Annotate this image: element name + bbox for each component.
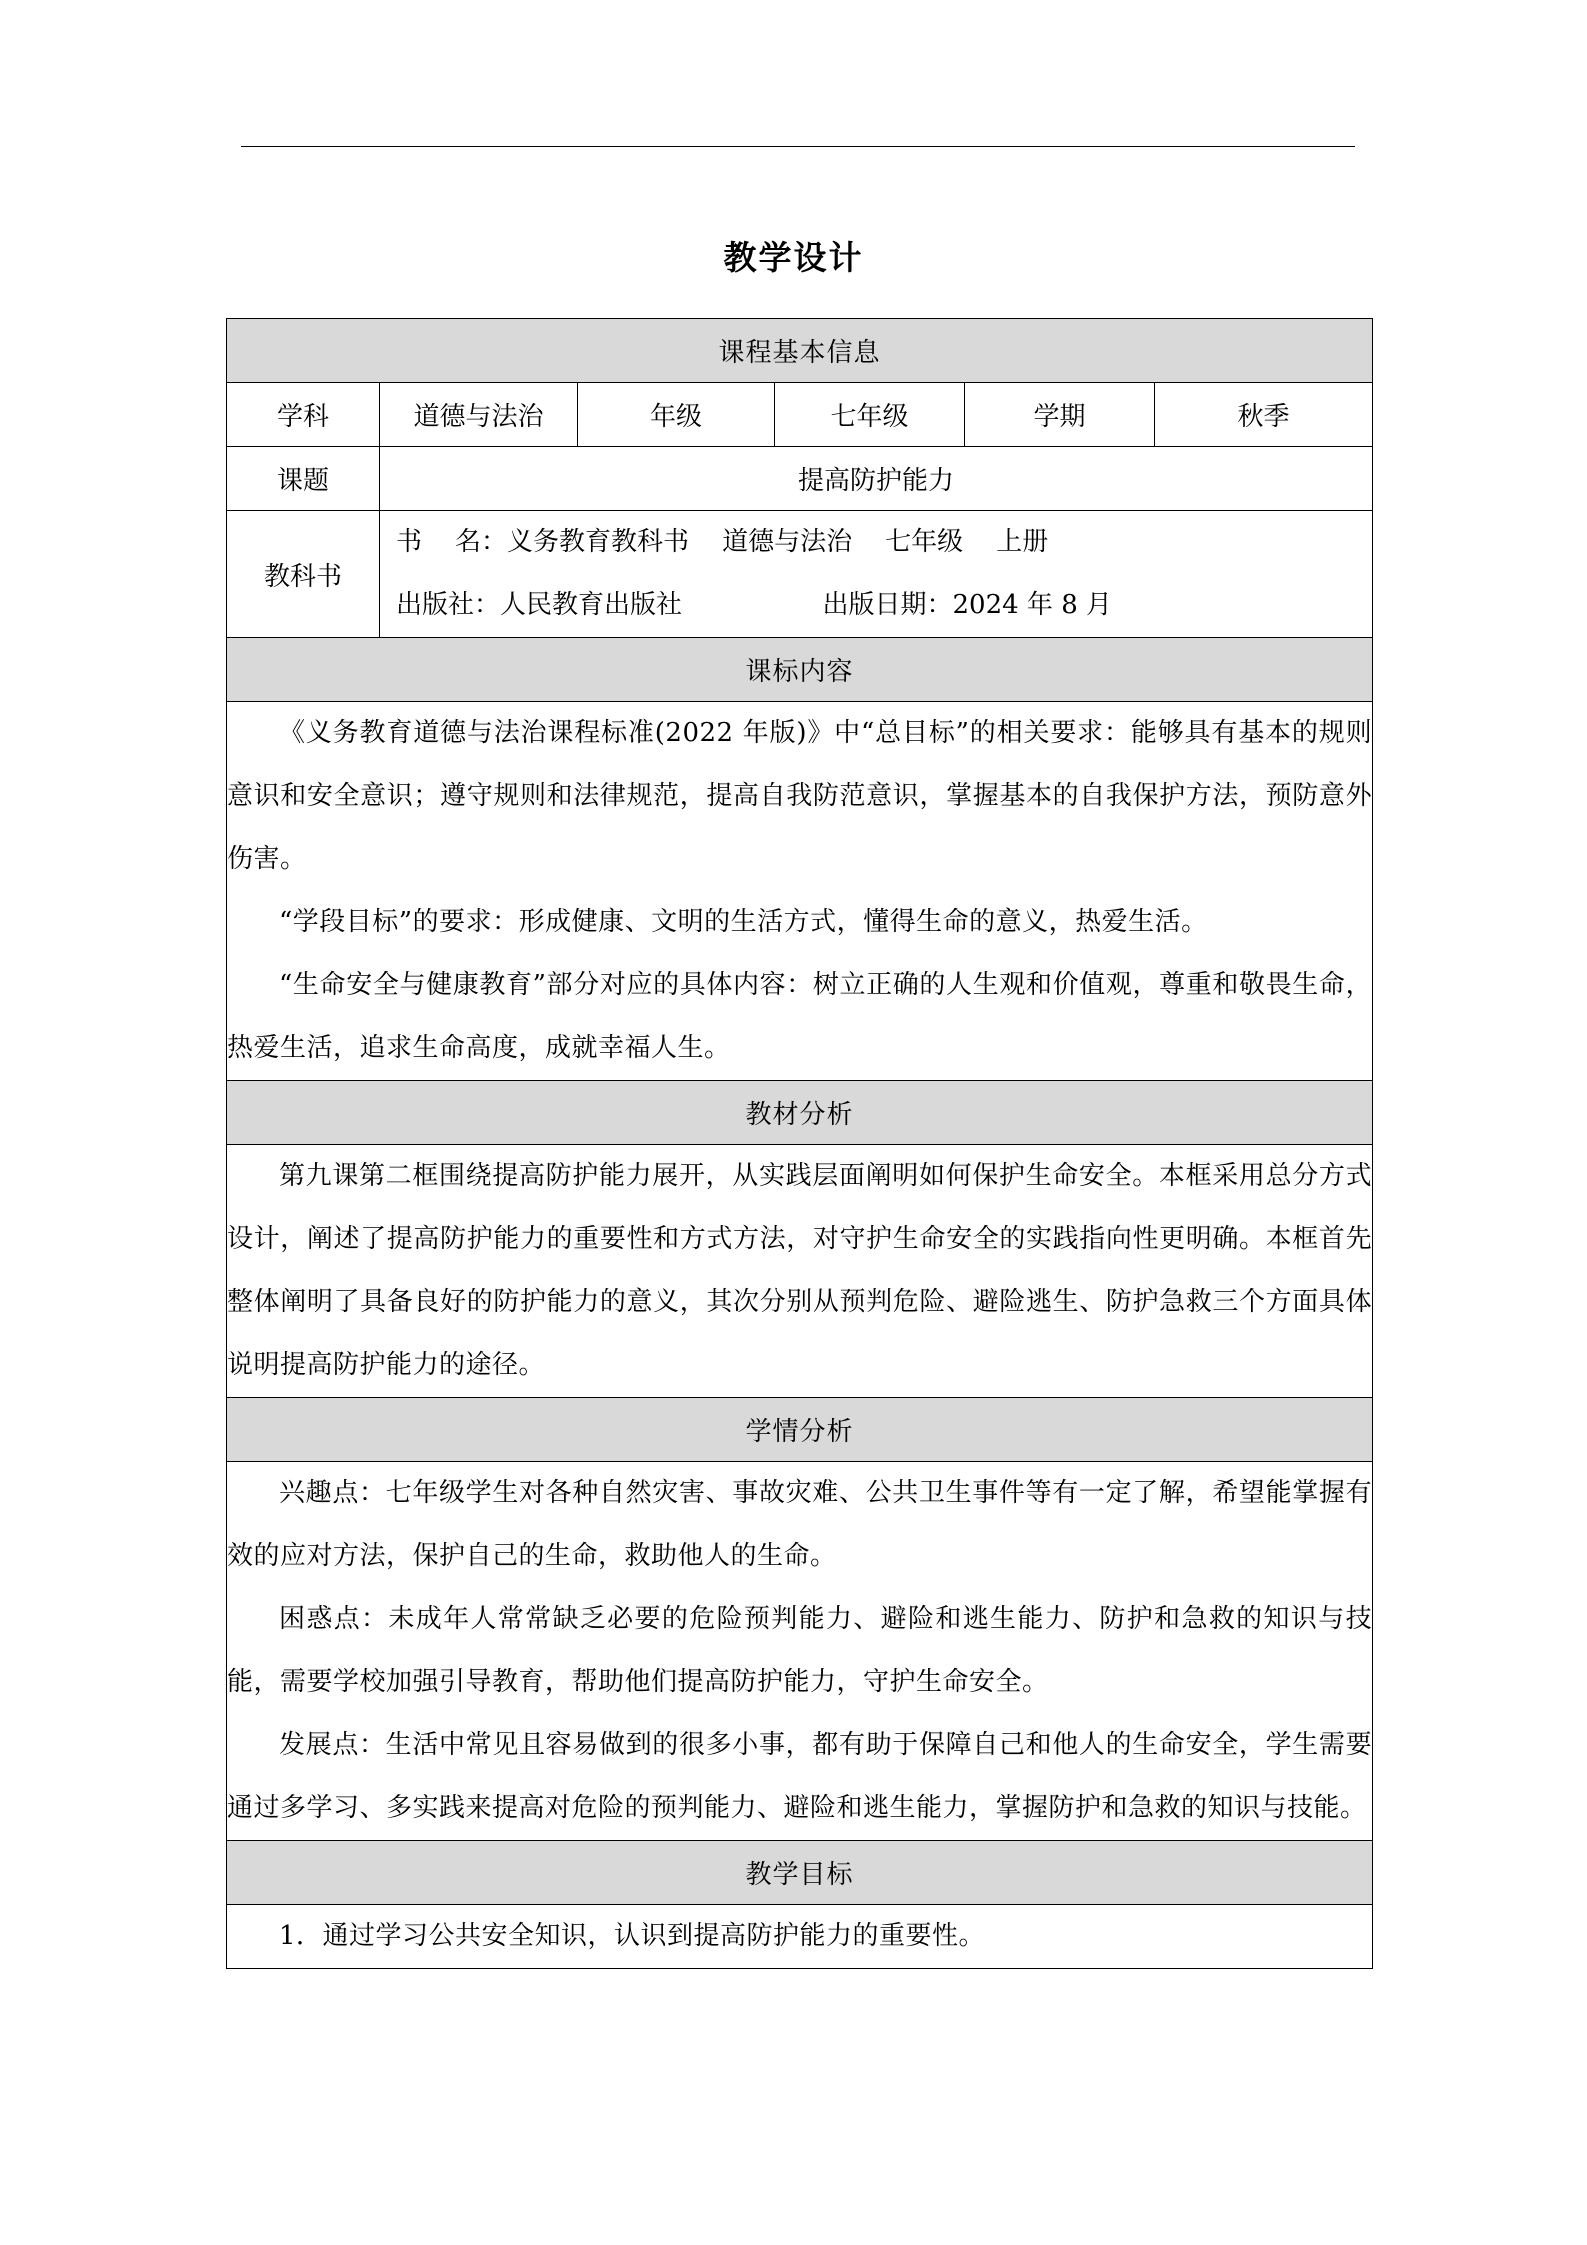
textbook-label: 教科书 bbox=[227, 511, 380, 638]
curriculum-paragraph: “学段目标”的要求：形成健康、文明的生活方式，懂得生命的意义，热爱生活。 bbox=[279, 907, 1208, 937]
section-heading-student-analysis: 学情分析 bbox=[227, 1398, 1373, 1462]
material-content-row bbox=[227, 1145, 1373, 1398]
curriculum-paragraph: 《义务教育道德与法治课程标准(2022 年版)》中“总目标”的相关要求：能够具有基本的规则意识和安全意识；遵守规则和法律规范，提高自我防范意识，掌握基本的自我保护方法，预防意外伤害。 bbox=[227, 718, 1373, 874]
objectives-content-row bbox=[227, 1905, 1373, 1969]
curriculum-standard-content bbox=[227, 702, 1373, 1081]
curriculum-content-row bbox=[227, 702, 1373, 1081]
textbook-name-line: 书 名：义务教育教科书 道德与法治 七年级 上册 bbox=[396, 527, 1049, 557]
term-label: 学期 bbox=[965, 383, 1155, 447]
lesson-info-table bbox=[226, 318, 1373, 1969]
section-heading-basic-info: 课程基本信息 bbox=[227, 319, 1373, 383]
header-rule bbox=[241, 146, 1355, 147]
student-paragraph: 兴趣点：七年级学生对各种自然灾害、事故灾难、公共卫生事件等有一定了解，希望能掌握有效的应对方法，保护自己的生命，救助他人的生命。 bbox=[227, 1478, 1373, 1571]
material-heading-row bbox=[227, 1081, 1373, 1145]
grade-value: 七年级 bbox=[775, 383, 965, 447]
material-analysis-content bbox=[227, 1145, 1373, 1398]
section-heading-curriculum-standard: 课标内容 bbox=[227, 638, 1373, 702]
material-paragraph: 第九课第二框围绕提高防护能力展开，从实践层面阐明如何保护生命安全。本框采用总分方式设计，阐述了提高防护能力的重要性和方式方法，对守护生命安全的实践指向性更明确。本框首先整体阐明了具备良好的防护能力的意义，其次分别从预判危险、避险逃生、防护急救三个方面具体说明提高防护能力的途径。 bbox=[227, 1161, 1373, 1380]
basic-info-heading-row bbox=[227, 319, 1373, 383]
subject-row bbox=[227, 383, 1373, 447]
subject-label: 学科 bbox=[227, 383, 380, 447]
objective-item: 1．通过学习公共安全知识，认识到提高防护能力的重要性。 bbox=[279, 1921, 986, 1951]
student-content-row bbox=[227, 1462, 1373, 1841]
teaching-objectives-content bbox=[227, 1905, 1373, 1969]
section-heading-teaching-objectives: 教学目标 bbox=[227, 1841, 1373, 1905]
curriculum-heading-row bbox=[227, 638, 1373, 702]
topic-row bbox=[227, 447, 1373, 511]
section-heading-material-analysis: 教材分析 bbox=[227, 1081, 1373, 1145]
objectives-heading-row bbox=[227, 1841, 1373, 1905]
student-heading-row bbox=[227, 1398, 1373, 1462]
grade-label: 年级 bbox=[578, 383, 775, 447]
student-analysis-content bbox=[227, 1462, 1373, 1841]
student-paragraph: 困惑点：未成年人常常缺乏必要的危险预判能力、避险和逃生能力、防护和急救的知识与技能，需要学校加强引导教育，帮助他们提高防护能力，守护生命安全。 bbox=[227, 1604, 1373, 1697]
textbook-details bbox=[380, 511, 1373, 638]
term-value: 秋季 bbox=[1155, 383, 1373, 447]
topic-value: 提高防护能力 bbox=[380, 447, 1373, 511]
document-title: 教学设计 bbox=[723, 238, 864, 277]
subject-value: 道德与法治 bbox=[380, 383, 578, 447]
textbook-publisher-line: 出版社：人民教育出版社 出版日期：2024 年 8 月 bbox=[396, 590, 1113, 620]
curriculum-paragraph: “生命安全与健康教育”部分对应的具体内容：树立正确的人生观和价值观，尊重和敬畏生命，热爱生活，追求生命高度，成就幸福人生。 bbox=[227, 970, 1373, 1063]
topic-label: 课题 bbox=[227, 447, 380, 511]
textbook-row bbox=[227, 511, 1373, 638]
student-paragraph: 发展点：生活中常见且容易做到的很多小事，都有助于保障自己和他人的生命安全，学生需要通过多学习、多实践来提高对危险的预判能力、避险和逃生能力，掌握防护和急救的知识与技能。 bbox=[227, 1730, 1373, 1823]
